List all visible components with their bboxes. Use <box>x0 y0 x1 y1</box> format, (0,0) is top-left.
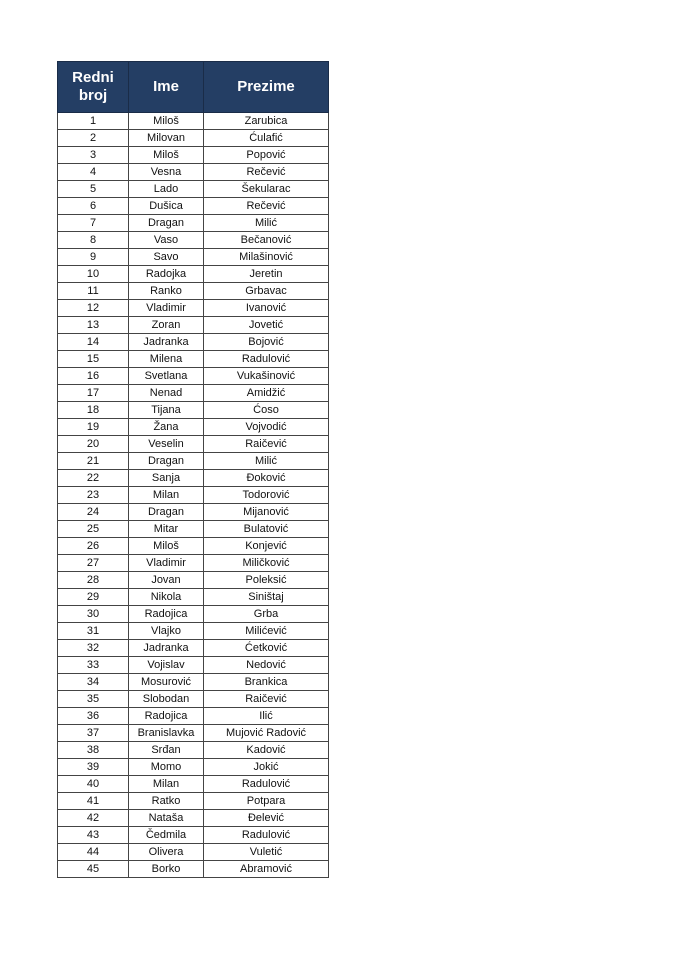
cell-prezime: Zarubica <box>204 113 329 130</box>
cell-ime: Olivera <box>129 844 204 861</box>
table-row <box>58 589 329 606</box>
cell-ime: Svetlana <box>129 368 204 385</box>
cell-prezime: Ilić <box>204 708 329 725</box>
table-row <box>58 470 329 487</box>
cell-prezime: Ivanović <box>204 300 329 317</box>
cell-prezime: Milić <box>204 215 329 232</box>
cell-redni-broj: 42 <box>58 810 129 827</box>
cell-prezime: Todorović <box>204 487 329 504</box>
cell-ime: Vesna <box>129 164 204 181</box>
table-row <box>58 793 329 810</box>
cell-ime: Radojica <box>129 708 204 725</box>
table-row <box>58 351 329 368</box>
cell-ime: Vlajko <box>129 623 204 640</box>
cell-prezime: Poleksić <box>204 572 329 589</box>
cell-ime: Nikola <box>129 589 204 606</box>
cell-redni-broj: 24 <box>58 504 129 521</box>
cell-prezime: Potpara <box>204 793 329 810</box>
cell-redni-broj: 21 <box>58 453 129 470</box>
cell-redni-broj: 29 <box>58 589 129 606</box>
header-redni-broj <box>58 62 129 113</box>
cell-redni-broj: 40 <box>58 776 129 793</box>
table-row <box>58 419 329 436</box>
table-row <box>58 232 329 249</box>
table-row <box>58 810 329 827</box>
cell-redni-broj: 31 <box>58 623 129 640</box>
cell-prezime: Milićević <box>204 623 329 640</box>
table-row <box>58 708 329 725</box>
cell-ime: Veselin <box>129 436 204 453</box>
cell-ime: Vaso <box>129 232 204 249</box>
table-row <box>58 674 329 691</box>
cell-ime: Milovan <box>129 130 204 147</box>
table-row <box>58 249 329 266</box>
cell-redni-broj: 36 <box>58 708 129 725</box>
cell-redni-broj: 45 <box>58 861 129 878</box>
cell-redni-broj: 4 <box>58 164 129 181</box>
table-row <box>58 759 329 776</box>
cell-prezime: Nedović <box>204 657 329 674</box>
cell-ime: Lado <box>129 181 204 198</box>
table-row <box>58 521 329 538</box>
cell-redni-broj: 33 <box>58 657 129 674</box>
cell-ime: Radojka <box>129 266 204 283</box>
cell-ime: Sanja <box>129 470 204 487</box>
table-row <box>58 504 329 521</box>
cell-ime: Miloš <box>129 538 204 555</box>
cell-prezime: Đoković <box>204 470 329 487</box>
table-row <box>58 334 329 351</box>
cell-prezime: Milašinović <box>204 249 329 266</box>
cell-prezime: Bojović <box>204 334 329 351</box>
cell-ime: Vladimir <box>129 300 204 317</box>
cell-prezime: Jovetić <box>204 317 329 334</box>
cell-redni-broj: 3 <box>58 147 129 164</box>
cell-redni-broj: 18 <box>58 402 129 419</box>
cell-redni-broj: 30 <box>58 606 129 623</box>
table-row <box>58 657 329 674</box>
table-row <box>58 283 329 300</box>
cell-prezime: Siništaj <box>204 589 329 606</box>
table-row <box>58 368 329 385</box>
cell-ime: Dragan <box>129 453 204 470</box>
table-row <box>58 725 329 742</box>
cell-ime: Dragan <box>129 504 204 521</box>
table-row <box>58 623 329 640</box>
cell-prezime: Đelević <box>204 810 329 827</box>
cell-ime: Tijana <box>129 402 204 419</box>
cell-ime: Jadranka <box>129 640 204 657</box>
cell-redni-broj: 2 <box>58 130 129 147</box>
table-row <box>58 742 329 759</box>
cell-prezime: Jeretin <box>204 266 329 283</box>
cell-redni-broj: 25 <box>58 521 129 538</box>
table-row <box>58 317 329 334</box>
cell-ime: Zoran <box>129 317 204 334</box>
cell-ime: Žana <box>129 419 204 436</box>
header-prezime: Prezime <box>204 62 329 113</box>
table-row <box>58 555 329 572</box>
table-row <box>58 436 329 453</box>
table-row <box>58 640 329 657</box>
cell-prezime: Popović <box>204 147 329 164</box>
cell-ime: Čedmila <box>129 827 204 844</box>
cell-prezime: Radulović <box>204 776 329 793</box>
cell-redni-broj: 12 <box>58 300 129 317</box>
cell-prezime: Brankica <box>204 674 329 691</box>
cell-ime: Nataša <box>129 810 204 827</box>
cell-prezime: Konjević <box>204 538 329 555</box>
cell-prezime: Grba <box>204 606 329 623</box>
table-row <box>58 572 329 589</box>
cell-prezime: Ćulafić <box>204 130 329 147</box>
cell-ime: Miloš <box>129 113 204 130</box>
cell-prezime: Jokić <box>204 759 329 776</box>
table-row <box>58 691 329 708</box>
cell-prezime: Milić <box>204 453 329 470</box>
cell-redni-broj: 34 <box>58 674 129 691</box>
cell-prezime: Bečanović <box>204 232 329 249</box>
cell-prezime: Raičević <box>204 436 329 453</box>
cell-ime: Branislavka <box>129 725 204 742</box>
table-body <box>58 113 329 878</box>
cell-ime: Ratko <box>129 793 204 810</box>
cell-redni-broj: 1 <box>58 113 129 130</box>
table-row <box>58 266 329 283</box>
cell-redni-broj: 39 <box>58 759 129 776</box>
table-row <box>58 300 329 317</box>
cell-ime: Mitar <box>129 521 204 538</box>
cell-prezime: Rečević <box>204 198 329 215</box>
cell-redni-broj: 23 <box>58 487 129 504</box>
cell-redni-broj: 6 <box>58 198 129 215</box>
cell-prezime: Bulatović <box>204 521 329 538</box>
cell-redni-broj: 28 <box>58 572 129 589</box>
cell-redni-broj: 13 <box>58 317 129 334</box>
cell-redni-broj: 35 <box>58 691 129 708</box>
cell-redni-broj: 19 <box>58 419 129 436</box>
cell-prezime: Mijanović <box>204 504 329 521</box>
cell-ime: Vojislav <box>129 657 204 674</box>
table-row <box>58 453 329 470</box>
cell-prezime: Vukašinović <box>204 368 329 385</box>
cell-ime: Dušica <box>129 198 204 215</box>
header-ime: Ime <box>129 62 204 113</box>
cell-prezime: Grbavac <box>204 283 329 300</box>
roster-table <box>57 61 329 878</box>
header-redni-broj-line2: broj <box>78 87 108 104</box>
cell-redni-broj: 7 <box>58 215 129 232</box>
header-row <box>58 62 329 113</box>
table-row <box>58 385 329 402</box>
table-row <box>58 487 329 504</box>
cell-ime: Nenad <box>129 385 204 402</box>
cell-ime: Ranko <box>129 283 204 300</box>
cell-ime: Momo <box>129 759 204 776</box>
cell-redni-broj: 27 <box>58 555 129 572</box>
cell-ime: Milan <box>129 487 204 504</box>
table-row <box>58 827 329 844</box>
cell-redni-broj: 10 <box>58 266 129 283</box>
cell-prezime: Vojvodić <box>204 419 329 436</box>
cell-redni-broj: 44 <box>58 844 129 861</box>
cell-ime: Jadranka <box>129 334 204 351</box>
cell-ime: Slobodan <box>129 691 204 708</box>
cell-prezime: Amidžić <box>204 385 329 402</box>
table-row <box>58 181 329 198</box>
cell-redni-broj: 5 <box>58 181 129 198</box>
cell-prezime: Radulović <box>204 351 329 368</box>
cell-redni-broj: 22 <box>58 470 129 487</box>
cell-ime: Milena <box>129 351 204 368</box>
cell-redni-broj: 41 <box>58 793 129 810</box>
table-row <box>58 844 329 861</box>
cell-prezime: Abramović <box>204 861 329 878</box>
table-row <box>58 198 329 215</box>
cell-ime: Borko <box>129 861 204 878</box>
table-row <box>58 130 329 147</box>
cell-ime: Dragan <box>129 215 204 232</box>
cell-ime: Miloš <box>129 147 204 164</box>
cell-redni-broj: 20 <box>58 436 129 453</box>
table-row <box>58 113 329 130</box>
cell-redni-broj: 37 <box>58 725 129 742</box>
cell-prezime: Vuletić <box>204 844 329 861</box>
cell-redni-broj: 38 <box>58 742 129 759</box>
table-row <box>58 164 329 181</box>
cell-prezime: Ćoso <box>204 402 329 419</box>
cell-redni-broj: 9 <box>58 249 129 266</box>
cell-prezime: Kadović <box>204 742 329 759</box>
cell-prezime: Miličković <box>204 555 329 572</box>
cell-ime: Savo <box>129 249 204 266</box>
header-redni-broj-line1: Redni <box>72 69 114 86</box>
table-header <box>58 62 329 113</box>
cell-redni-broj: 8 <box>58 232 129 249</box>
table-row <box>58 147 329 164</box>
cell-redni-broj: 26 <box>58 538 129 555</box>
cell-ime: Srđan <box>129 742 204 759</box>
cell-redni-broj: 11 <box>58 283 129 300</box>
cell-ime: Vladimir <box>129 555 204 572</box>
cell-redni-broj: 15 <box>58 351 129 368</box>
cell-redni-broj: 43 <box>58 827 129 844</box>
cell-redni-broj: 32 <box>58 640 129 657</box>
cell-prezime: Šekularac <box>204 181 329 198</box>
table-row <box>58 215 329 232</box>
cell-redni-broj: 14 <box>58 334 129 351</box>
cell-prezime: Rečević <box>204 164 329 181</box>
cell-ime: Mosurović <box>129 674 204 691</box>
table-row <box>58 538 329 555</box>
cell-prezime: Raičević <box>204 691 329 708</box>
cell-ime: Milan <box>129 776 204 793</box>
table-row <box>58 776 329 793</box>
cell-prezime: Mujović Radović <box>204 725 329 742</box>
cell-ime: Jovan <box>129 572 204 589</box>
table-row <box>58 402 329 419</box>
cell-redni-broj: 16 <box>58 368 129 385</box>
cell-prezime: Ćetković <box>204 640 329 657</box>
table-row <box>58 606 329 623</box>
cell-redni-broj: 17 <box>58 385 129 402</box>
table-row <box>58 861 329 878</box>
cell-prezime: Radulović <box>204 827 329 844</box>
cell-ime: Radojica <box>129 606 204 623</box>
